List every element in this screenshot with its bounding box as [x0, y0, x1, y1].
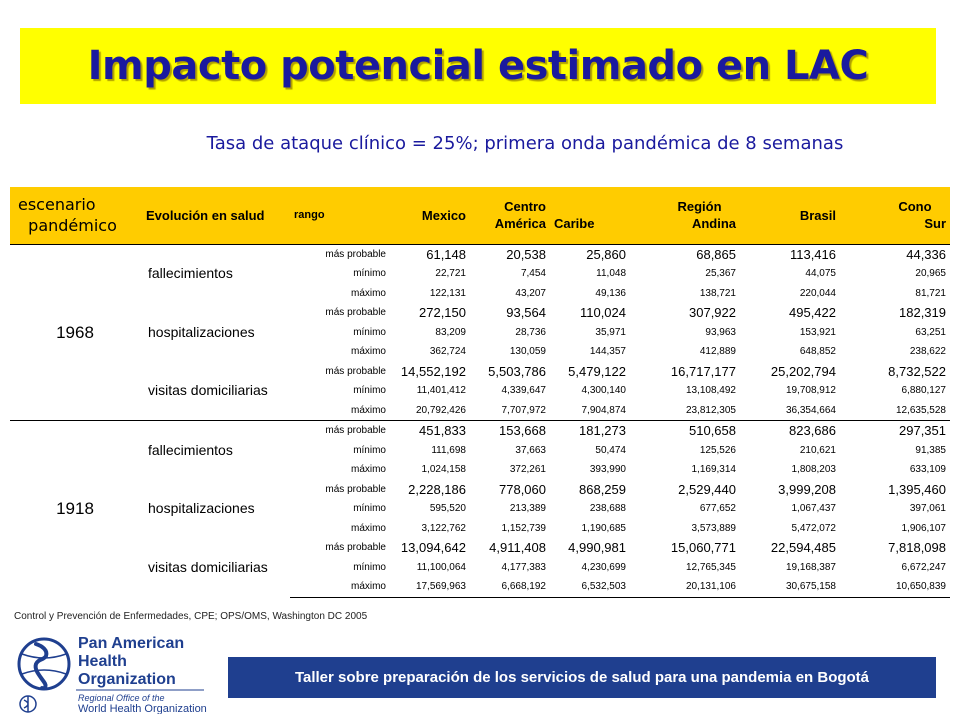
table-row: [10, 244, 950, 264]
range-label: máximo: [350, 404, 386, 416]
value-cell: 36,354,664: [785, 404, 836, 416]
value-cell: 138,721: [699, 287, 736, 299]
globe-emblem-icon: [19, 639, 69, 689]
value-cell: 68,865: [630, 244, 740, 264]
range-label: más probable: [290, 244, 390, 264]
metric-visitas-domiciliarias: visitas domiciliarias: [148, 382, 268, 398]
value-cell: 125,526: [699, 444, 736, 456]
paho-emblem: [14, 632, 214, 714]
range-label: mínimo: [353, 444, 386, 456]
value-cell: 25,367: [705, 268, 736, 279]
value-cell: 6,532,503: [550, 577, 630, 597]
logo-line3: Organization: [78, 671, 176, 688]
table-row: [10, 480, 950, 500]
table-row: [10, 362, 950, 382]
logo-line2: Health: [78, 653, 127, 670]
logo-sub1: Regional Office of the: [78, 693, 165, 703]
value-cell: 3,122,762: [421, 522, 466, 534]
value-cell: 20,131,106: [630, 577, 740, 597]
value-cell: 50,474: [595, 444, 626, 456]
value-cell: 181,273: [550, 421, 630, 441]
value-cell: 213,389: [509, 503, 546, 514]
value-cell: 1,808,203: [791, 464, 836, 475]
header-centro-america: Centro América: [494, 199, 546, 232]
range-label: más probable: [325, 365, 386, 377]
range-label: mínimo: [353, 503, 386, 514]
value-cell: 7,818,098: [888, 540, 946, 555]
value-cell: 12,635,528: [895, 404, 946, 416]
value-cell: 144,357: [589, 346, 626, 357]
value-cell: 210,621: [799, 444, 836, 456]
value-cell: 4,230,699: [581, 561, 626, 573]
value-cell: 20,792,426: [415, 404, 466, 416]
value-cell: 14,552,192: [400, 363, 466, 379]
value-cell: 13,108,492: [685, 385, 736, 396]
range-label: máximo: [350, 464, 386, 475]
value-cell: 7,904,874: [581, 404, 626, 416]
value-cell: 1,190,685: [581, 522, 626, 534]
range-label: mínimo: [353, 561, 386, 573]
value-cell: 868,259: [579, 481, 626, 497]
header-brasil: Brasil: [799, 207, 836, 223]
metric-fallecimientos: fallecimientos: [140, 421, 290, 480]
value-cell: 23,812,305: [685, 404, 736, 416]
scenario-block-1968: [10, 244, 950, 421]
value-cell: 1,169,314: [691, 464, 736, 475]
metric-fallecimientos: fallecimientos: [140, 244, 290, 303]
page-subtitle: Tasa de ataque clínico = 25%; primera onda pandémica de 8 semanas: [206, 133, 844, 154]
value-cell: 153,921: [799, 326, 836, 338]
value-cell: 4,177,383: [501, 561, 546, 573]
table-row: [10, 538, 950, 558]
value-cell: 362,724: [429, 346, 466, 357]
value-cell: 412,889: [699, 346, 736, 357]
value-cell: 13,094,642: [400, 540, 466, 555]
value-cell: 182,319: [899, 305, 946, 320]
scenario-year: 1968: [10, 244, 140, 421]
footer-banner: [228, 657, 936, 698]
value-cell: 451,833: [390, 421, 470, 441]
value-cell: 6,668,192: [470, 577, 550, 597]
value-cell: 61,148: [390, 244, 470, 264]
value-cell: 11,401,412: [416, 385, 466, 396]
value-cell: 63,251: [915, 326, 946, 338]
value-cell: 238,688: [589, 503, 626, 514]
value-cell: 1,152,739: [501, 522, 546, 534]
value-cell: 15,060,771: [670, 540, 736, 555]
metric-visitas-domiciliarias: visitas domiciliarias: [148, 558, 268, 575]
range-label: mínimo: [353, 268, 386, 279]
value-cell: 6,880,127: [901, 385, 946, 396]
header-evolution: Evolución en salud: [146, 207, 265, 223]
value-cell: 5,479,122: [568, 363, 626, 379]
value-cell: 37,663: [515, 444, 546, 456]
value-cell: 25,860: [550, 244, 630, 264]
value-cell: 19,168,387: [785, 561, 836, 573]
value-cell: 595,520: [429, 503, 466, 514]
scenario-year: 1918: [10, 421, 140, 598]
value-cell: 372,261: [509, 464, 546, 475]
page-title: Impacto potencial estimado en LAC: [87, 43, 869, 89]
range-label: máximo: [290, 577, 390, 597]
range-label: más probable: [325, 542, 386, 553]
value-cell: 28,736: [515, 326, 546, 338]
logo-line1: Pan American: [78, 635, 185, 652]
value-cell: 823,686: [740, 421, 840, 441]
value-cell: 633,109: [909, 464, 946, 475]
value-cell: 93,564: [506, 305, 546, 320]
value-cell: 297,351: [840, 421, 950, 441]
range-label: más probable: [325, 307, 386, 318]
range-label: máximo: [350, 346, 386, 357]
value-cell: 12,765,345: [685, 561, 736, 573]
value-cell: 1,067,437: [791, 503, 836, 514]
header-range: rango: [294, 208, 325, 221]
value-cell: 2,228,186: [408, 481, 466, 497]
header-region-andina: Región Andina: [677, 199, 736, 232]
header-caribe: Caribe: [554, 216, 595, 232]
value-cell: 4,300,140: [581, 385, 626, 396]
table-row: [10, 421, 950, 441]
header-cono-sur: Cono Sur: [898, 199, 946, 232]
value-cell: 35,971: [595, 326, 626, 338]
value-cell: 111,698: [431, 444, 466, 456]
value-cell: 91,385: [915, 444, 946, 456]
value-cell: 43,207: [515, 287, 546, 299]
value-cell: 648,852: [799, 346, 836, 357]
source-note: Control y Prevención de Enfermedades, CPE; OPS/OMS, Washington DC 2005: [14, 611, 368, 622]
logo-sub2: World Health Organization: [78, 703, 207, 714]
range-label: más probable: [325, 483, 386, 495]
value-cell: 307,922: [689, 305, 736, 320]
value-cell: 130,059: [509, 346, 546, 357]
value-cell: 30,675,158: [740, 577, 840, 597]
value-cell: 1,024,158: [421, 464, 466, 475]
value-cell: 113,416: [740, 244, 840, 264]
value-cell: 677,652: [699, 503, 736, 514]
metric-hospitalizaciones: hospitalizaciones: [148, 323, 255, 340]
title-banner: [20, 28, 936, 104]
range-label: más probable: [290, 421, 390, 441]
value-cell: 93,963: [705, 326, 736, 338]
paho-logo: [14, 632, 214, 714]
who-emblem-icon: [20, 696, 36, 712]
impact-table: [10, 187, 950, 598]
value-cell: 8,732,522: [888, 363, 946, 379]
value-cell: 16,717,177: [670, 363, 736, 379]
value-cell: 6,672,247: [901, 561, 946, 573]
value-cell: 7,707,972: [501, 404, 546, 416]
value-cell: 17,569,963: [390, 577, 470, 597]
value-cell: 153,668: [470, 421, 550, 441]
value-cell: 778,060: [499, 481, 546, 497]
value-cell: 238,622: [909, 346, 946, 357]
value-cell: 1,395,460: [888, 481, 946, 497]
value-cell: 4,990,981: [568, 540, 626, 555]
value-cell: 272,150: [419, 305, 466, 320]
value-cell: 25,202,794: [770, 363, 836, 379]
header-row: [10, 187, 950, 244]
header-mexico: Mexico: [421, 207, 466, 223]
value-cell: 495,422: [789, 305, 836, 320]
value-cell: 81,721: [915, 287, 946, 299]
value-cell: 11,100,064: [416, 561, 466, 573]
value-cell: 7,454: [520, 268, 546, 279]
value-cell: 49,136: [595, 287, 626, 299]
value-cell: 10,650,839: [840, 577, 950, 597]
impact-table-container: [10, 187, 950, 598]
value-cell: 3,999,208: [778, 481, 836, 497]
value-cell: 122,131: [429, 287, 466, 299]
value-cell: 4,339,647: [501, 385, 546, 396]
footer-text: Taller sobre preparación de los servicios de salud para una pandemia en Bogotá: [294, 669, 870, 686]
value-cell: 2,529,440: [678, 481, 736, 497]
value-cell: 110,024: [579, 305, 626, 320]
range-label: máximo: [350, 287, 386, 299]
value-cell: 83,209: [435, 326, 466, 338]
value-cell: 20,965: [915, 268, 946, 279]
range-label: mínimo: [353, 385, 386, 396]
value-cell: 397,061: [909, 503, 946, 514]
value-cell: 1,906,107: [901, 522, 946, 534]
value-cell: 393,990: [589, 464, 626, 475]
value-cell: 44,336: [840, 244, 950, 264]
table-row: [10, 303, 950, 323]
value-cell: 11,048: [596, 268, 626, 279]
value-cell: 19,708,912: [785, 385, 836, 396]
metric-hospitalizaciones: hospitalizaciones: [148, 500, 255, 516]
scenario-block-1918: [10, 421, 950, 598]
header-scenario: escenario pandémico: [18, 195, 117, 236]
value-cell: 510,658: [630, 421, 740, 441]
value-cell: 44,075: [805, 268, 836, 279]
value-cell: 20,538: [470, 244, 550, 264]
value-cell: 22,594,485: [770, 540, 836, 555]
range-label: máximo: [350, 522, 386, 534]
value-cell: 4,911,408: [489, 540, 546, 555]
value-cell: 5,472,072: [791, 522, 836, 534]
value-cell: 5,503,786: [488, 363, 546, 379]
value-cell: 22,721: [435, 268, 466, 279]
value-cell: 220,044: [799, 287, 836, 299]
range-label: mínimo: [353, 326, 386, 338]
value-cell: 3,573,889: [691, 522, 736, 534]
